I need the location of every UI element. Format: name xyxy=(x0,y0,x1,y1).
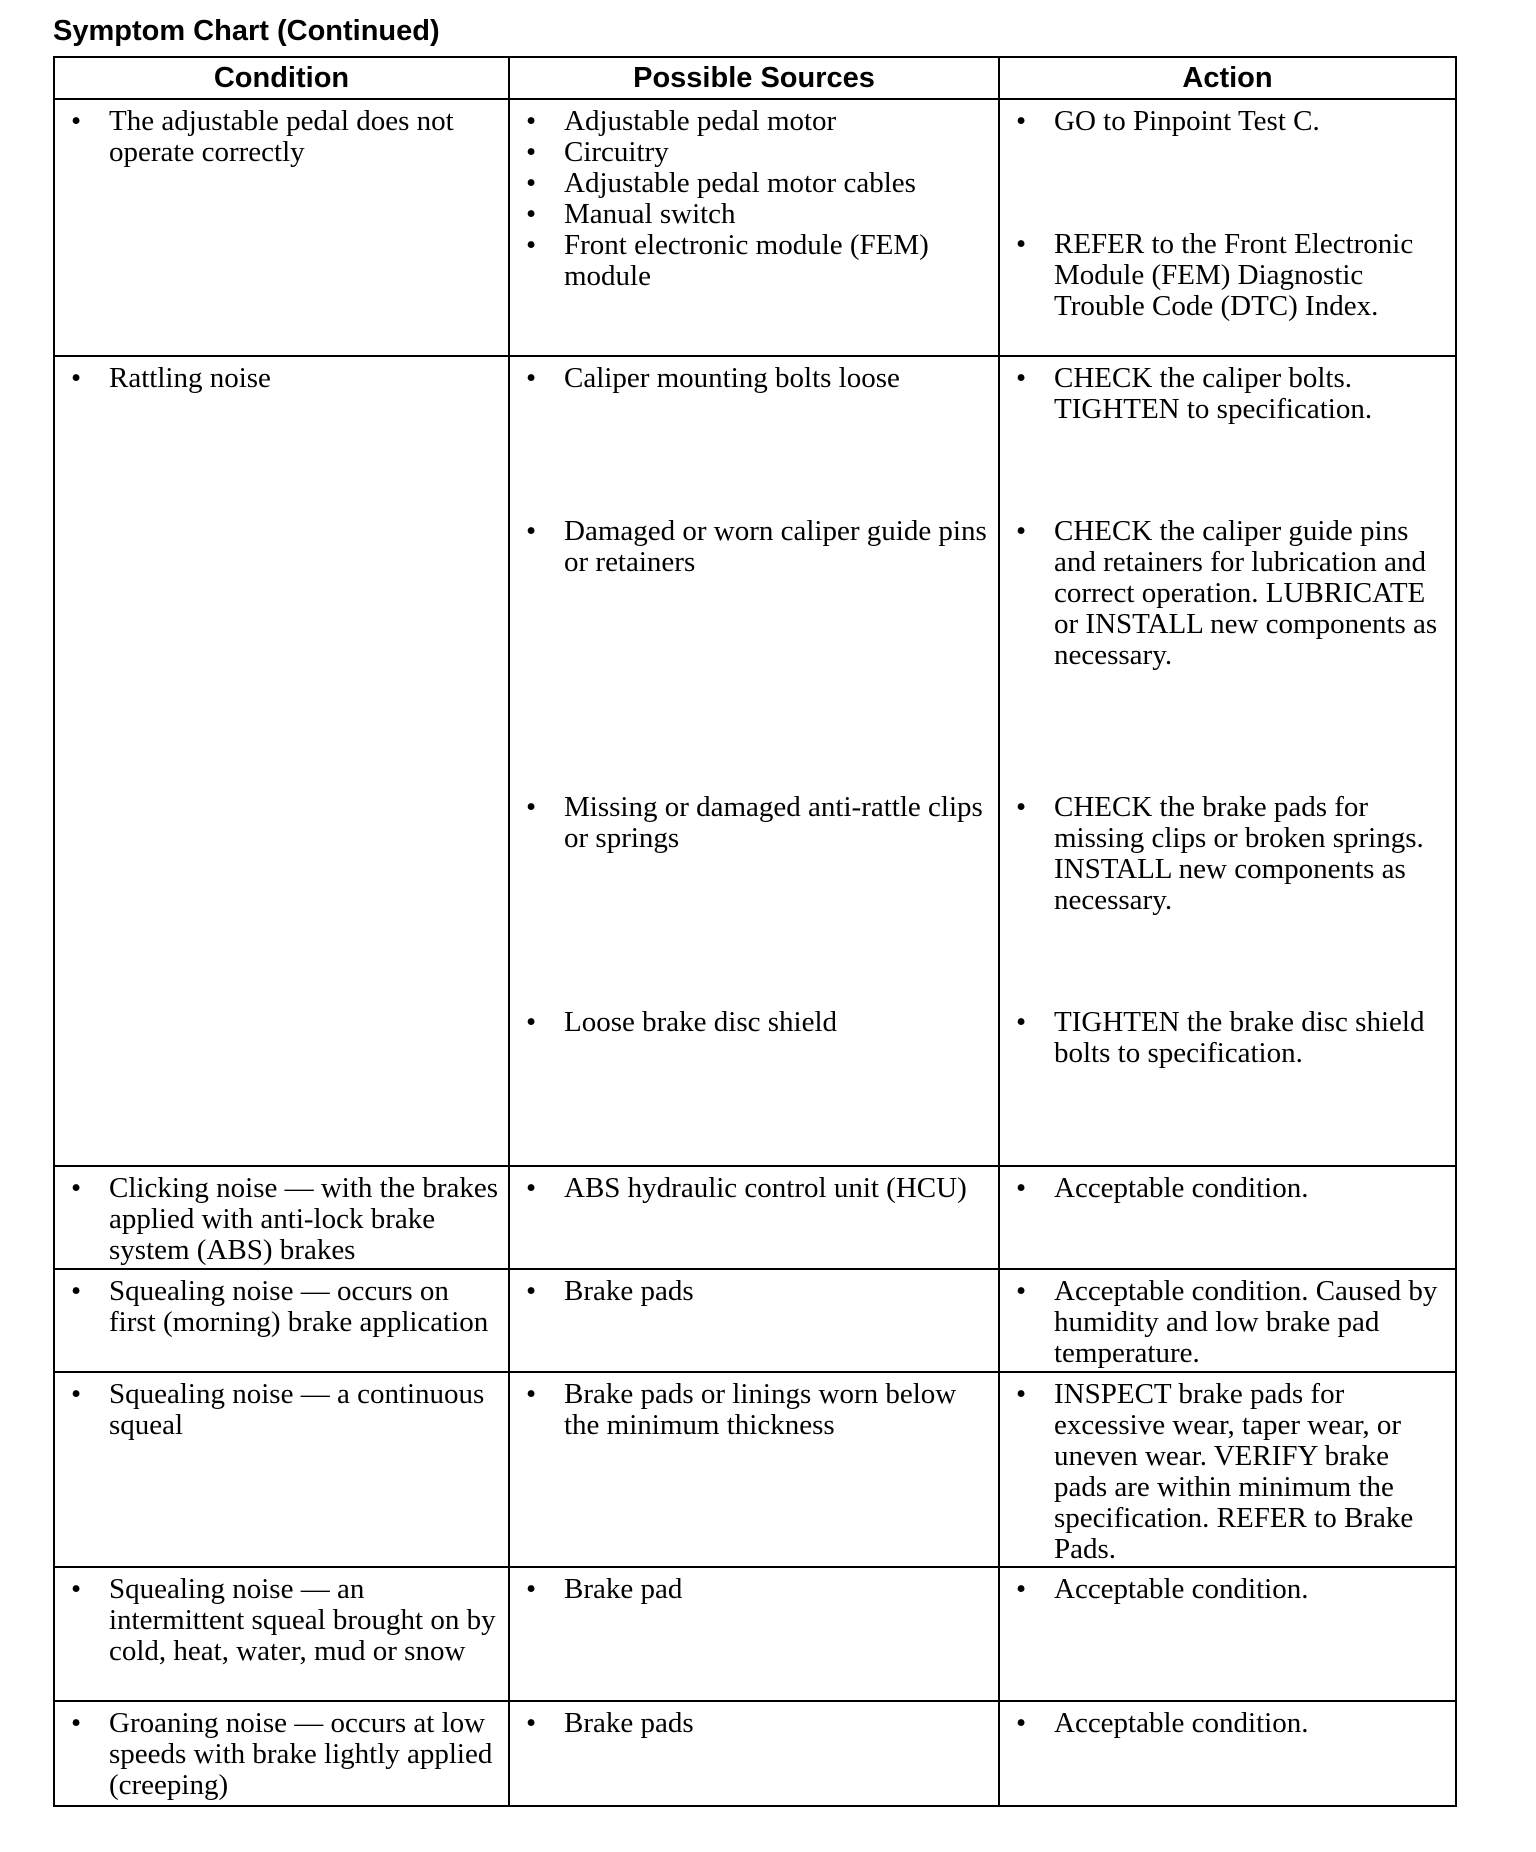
table-row xyxy=(55,1270,1455,1373)
sources-cell xyxy=(510,1702,1000,1805)
source-item: • Adjustable pedal motor cables xyxy=(526,167,916,199)
table-row xyxy=(55,1568,1455,1702)
bullet-icon: • xyxy=(526,136,537,168)
table-row xyxy=(55,357,1455,1167)
source-item: • Caliper mounting bolts loose xyxy=(526,362,900,394)
bullet-icon: • xyxy=(1016,1707,1027,1739)
bullet-icon: • xyxy=(526,1006,537,1038)
bullet-icon: • xyxy=(1016,1172,1027,1204)
bullet-icon: • xyxy=(71,362,82,394)
page-title: Symptom Chart (Continued) xyxy=(53,15,440,47)
bullet-icon: • xyxy=(526,167,537,199)
bullet-icon: • xyxy=(1016,791,1027,823)
source-item: • Brake pads or linings worn below the minimum thickness xyxy=(526,1378,957,1441)
condition-cell xyxy=(55,1270,510,1371)
table-row xyxy=(55,1373,1455,1568)
action-cell xyxy=(1000,1270,1455,1371)
source-item: • Front electronic module (FEM) module xyxy=(526,229,929,292)
action-item: • CHECK the caliper guide pins and retainers for lubrication and correct operation. LUBRICATE or INSTALL new components as necessary. xyxy=(1016,515,1438,671)
bullet-icon: • xyxy=(526,515,537,547)
action-cell xyxy=(1000,100,1455,355)
bullet-icon: • xyxy=(526,1378,537,1410)
bullet-icon: • xyxy=(1016,1378,1027,1410)
bullet-icon: • xyxy=(1016,515,1027,547)
bullet-icon: • xyxy=(71,105,82,137)
action-item: • INSPECT brake pads for excessive wear, taper wear, or uneven wear. VERIFY brake pads are within minimum the specification. REFER to Brake Pads. xyxy=(1016,1378,1414,1565)
bullet-icon: • xyxy=(526,1573,537,1605)
symptom-table xyxy=(53,56,1457,1807)
source-item: • Brake pads xyxy=(526,1707,694,1739)
table-header xyxy=(55,58,1455,100)
table-row xyxy=(55,1702,1455,1805)
action-item: • Acceptable condition. Caused by humidity and low brake pad temperature. xyxy=(1016,1275,1438,1369)
action-item: • GO to Pinpoint Test C. xyxy=(1016,105,1320,137)
source-item: • Missing or damaged anti-rattle clips or springs xyxy=(526,791,983,854)
action-cell xyxy=(1000,1373,1455,1566)
condition-item: • Squealing noise — occurs on first (morning) brake application xyxy=(71,1275,489,1338)
action-item: • CHECK the brake pads for missing clips or broken springs. INSTALL new components as necessary. xyxy=(1016,791,1424,916)
condition-item: • Rattling noise xyxy=(71,362,271,394)
condition-item: • Groaning noise — occurs at low speeds with brake lightly applied (creeping) xyxy=(71,1707,493,1801)
bullet-icon: • xyxy=(71,1707,82,1739)
bullet-icon: • xyxy=(526,105,537,137)
source-item: • Damaged or worn caliper guide pins or retainers xyxy=(526,515,987,578)
source-item: • Brake pad xyxy=(526,1573,683,1605)
bullet-icon: • xyxy=(71,1172,82,1204)
sources-cell xyxy=(510,357,1000,1165)
sources-cell xyxy=(510,100,1000,355)
header-possible-sources: Possible Sources xyxy=(510,58,1000,98)
action-item: • Acceptable condition. xyxy=(1016,1573,1309,1605)
condition-cell xyxy=(55,1167,510,1268)
bullet-icon: • xyxy=(1016,1006,1027,1038)
bullet-icon: • xyxy=(526,791,537,823)
condition-item: • Squealing noise — a continuous squeal xyxy=(71,1378,485,1441)
source-item: • ABS hydraulic control unit (HCU) xyxy=(526,1172,967,1204)
bullet-icon: • xyxy=(1016,1573,1027,1605)
table-row xyxy=(55,1167,1455,1270)
source-item: • Manual switch xyxy=(526,198,736,230)
sources-cell xyxy=(510,1373,1000,1566)
source-item: • Loose brake disc shield xyxy=(526,1006,838,1038)
condition-item: • Squealing noise — an intermittent squeal brought on by cold, heat, water, mud or snow xyxy=(71,1573,496,1667)
bullet-icon: • xyxy=(1016,105,1027,137)
table-row xyxy=(55,100,1455,357)
action-item: • TIGHTEN the brake disc shield bolts to specification. xyxy=(1016,1006,1425,1069)
header-condition: Condition xyxy=(55,58,510,98)
condition-cell xyxy=(55,1568,510,1700)
action-item: • Acceptable condition. xyxy=(1016,1707,1309,1739)
bullet-icon: • xyxy=(1016,362,1027,394)
header-action: Action xyxy=(1182,61,1273,94)
condition-item: • Clicking noise — with the brakes applied with anti-lock brake system (ABS) brakes xyxy=(71,1172,499,1266)
action-item: • REFER to the Front Electronic Module (FEM) Diagnostic Trouble Code (DTC) Index. xyxy=(1016,228,1414,322)
bullet-icon: • xyxy=(71,1275,82,1307)
bullet-icon: • xyxy=(526,1275,537,1307)
condition-cell xyxy=(55,100,510,355)
source-item: • Adjustable pedal motor xyxy=(526,105,837,137)
bullet-icon: • xyxy=(526,1707,537,1739)
source-item: • Brake pads xyxy=(526,1275,694,1307)
action-cell xyxy=(1000,357,1455,1165)
bullet-icon: • xyxy=(71,1573,82,1605)
action-item: • Acceptable condition. xyxy=(1016,1172,1309,1204)
bullet-icon: • xyxy=(526,229,537,261)
action-cell xyxy=(1000,1568,1455,1700)
condition-item: • The adjustable pedal does not operate correctly xyxy=(71,105,454,168)
action-item: • CHECK the caliper bolts. TIGHTEN to specification. xyxy=(1016,362,1373,425)
bullet-icon: • xyxy=(526,1172,537,1204)
bullet-icon: • xyxy=(526,362,537,394)
action-cell xyxy=(1000,1702,1455,1805)
bullet-icon: • xyxy=(526,198,537,230)
action-cell xyxy=(1000,1167,1455,1268)
sources-cell xyxy=(510,1167,1000,1268)
bullet-icon: • xyxy=(1016,1275,1027,1307)
sources-cell xyxy=(510,1270,1000,1371)
source-item: • Circuitry xyxy=(526,136,669,168)
condition-cell xyxy=(55,357,510,1165)
bullet-icon: • xyxy=(71,1378,82,1410)
condition-cell xyxy=(55,1373,510,1566)
condition-cell xyxy=(55,1702,510,1805)
bullet-icon: • xyxy=(1016,228,1027,260)
sources-cell xyxy=(510,1568,1000,1700)
